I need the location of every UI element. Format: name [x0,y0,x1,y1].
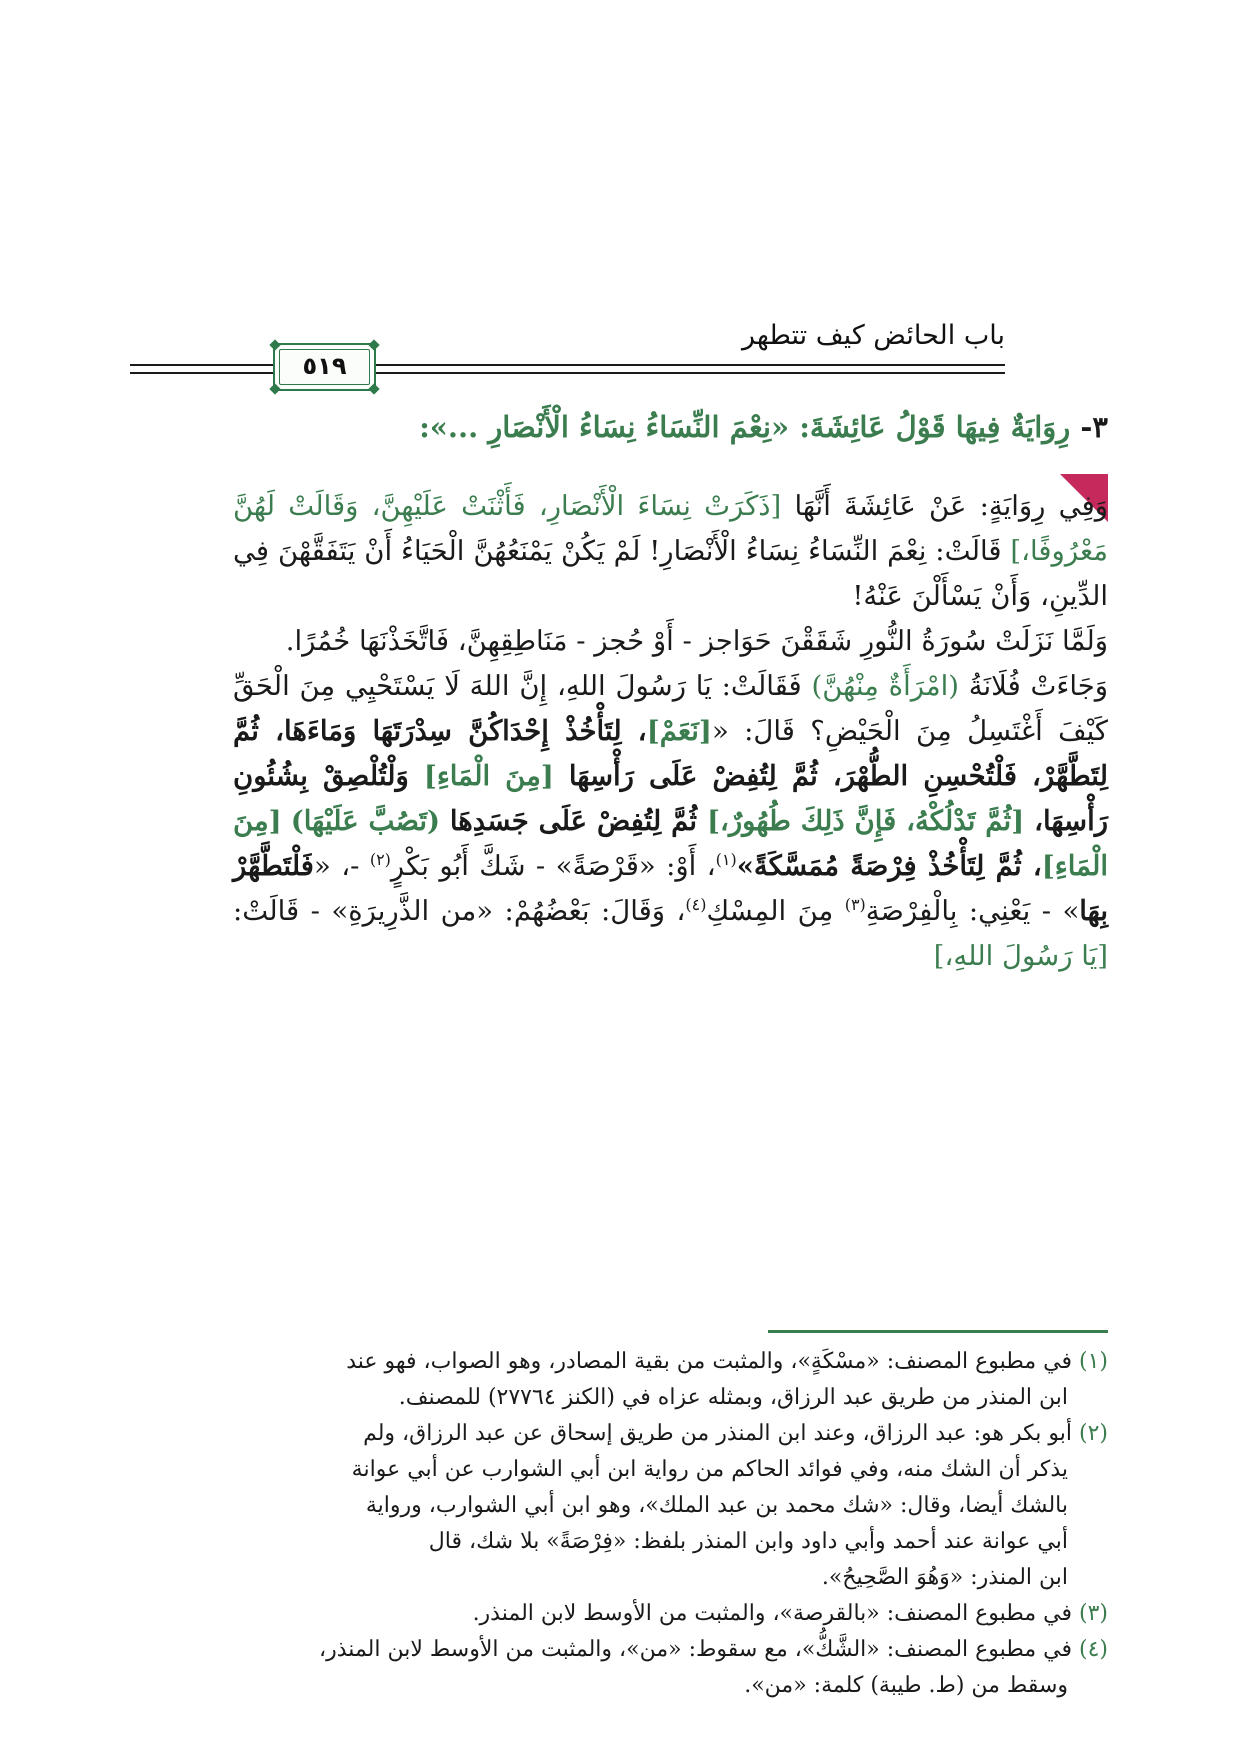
text-run: وَجَاءَتْ فُلَانَةُ [958,670,1108,702]
ornament-icon [269,383,280,394]
text-run-addition: [مِنَ الْمَاءِ] [233,805,1108,882]
text-run: -، « [313,850,370,882]
hadith-text: ثُمَّ لِتُفِضْ عَلَى جَسَدِهَا [440,805,707,837]
footnote-line: أبو بكر هو: عبد الرزاق، وعند ابن المنذر من طريق إسحاق عن عبد الرزاق، ولم [363,1421,1072,1446]
footnotes [233,1344,1108,1704]
footnote-line: ابن المنذر من طريق عبد الرزاق، وبمثله عزاه في (الكنز ٢٧٧٦٤) للمصنف. [398,1385,1068,1410]
text-run: مِنَ المِسْكِ [706,895,845,927]
paragraph [233,484,1108,619]
header-rule [130,364,273,366]
page-number: ٥١٩ [302,352,347,380]
text-run-addition: (تَصُبَّ عَلَيْهَا) [290,805,441,837]
text-run-addition: [ذَكَرَتْ نِسَاءَ الْأَنْصَارِ، فَأَثْنَتْ عَلَيْهِنَّ، وَقَالَتْ لَهُنَّ مَعْرُوفًا،] [233,490,1108,567]
footnote-ref[interactable]: (١) [715,849,737,869]
section-number: ٣- [1080,410,1108,444]
section-title: رِوَايَةٌ فِيهَا قَوْلُ عَائِشَةَ: «نِعْمَ النِّسَاءُ نِسَاءُ الْأَنْصَارِ ...»: [419,410,1071,444]
header-rule [376,364,1005,366]
hadith-text: وَلْتُلْصِقْ بِشُئُونِ رَأْسِهَا، [233,760,1109,837]
hadith-text: ، لِتَأْخُذْ إِحْدَاكُنَّ سِدْرَتَهَا وَمَاءَهَا، ثُمَّ لِتَطَّهَّرْ، فَلْتُحْسِنِ الطُّهْرَ، ثُمَّ لِتُفِضْ عَلَى رَأْسِهَا [233,715,1108,792]
text-run-addition: [ثُمَّ تَدْلُكْهُ، فَإِنَّ ذَلِكَ طُهُورٌ،] [706,805,1025,837]
text-run-addition: [نَعَمْ] [646,715,712,747]
footnote-line: في مطبوع المصنف: «مسْكَةٍ»، والمثبت من بقية المصادر، وهو الصواب، فهو عند [346,1349,1072,1374]
footnote-line: يذكر أن الشك منه، وفي فوائد الحاكم من رواية ابن أبي الشوارب عن أبي عوانة [351,1457,1068,1482]
footnote-line: في مطبوع المصنف: «الشَّكُّ»، مع سقوط: «من»، والمثبت من الأوسط لابن المنذر، [319,1637,1072,1662]
text-run: قَالَتْ: نِعْمَ النِّسَاءُ نِسَاءُ الْأَنْصَارِ! لَمْ يَكُنْ يَمْنَعُهُنَّ الْحَيَاءُ أَنْ يَتَفَقَّهْنَ فِي الدِّينِ، وَأَنْ يَسْأَلْنَ عَنْهُ! [233,535,1108,612]
footnote [233,1416,1108,1452]
footnote-ref[interactable]: (٢) [369,849,391,869]
footnote-number: (٣) [1078,1601,1108,1626]
footnote-line: بالشك أيضا، وقال: «شك محمد بن عبد الملك»، وهو ابن أبي الشوارب، ورواية [365,1493,1068,1518]
header-rule [376,372,1005,374]
text-run: وَفِي رِوَايَةٍ: عَنْ عَائِشَةَ أَنَّهَا [781,490,1109,522]
text-run [282,805,291,837]
footnote [233,1596,1108,1632]
page-number-frame [273,343,376,391]
footnote-line: في مطبوع المصنف: «بالقرصة»، والمثبت من الأوسط لابن المنذر. [472,1601,1072,1626]
text-run: » - يَعْنِي: بِالْفِرْصَةِ [865,895,1080,927]
footnote [233,1632,1108,1668]
text-run-addition: (امْرَأَةٌ مِنْهُنَّ) [811,670,959,702]
ornament-icon [269,339,280,350]
footnote-separator [768,1330,1108,1333]
footnote-line: وسقط من (ط. طيبة) كلمة: «من». [744,1673,1068,1698]
paragraph: وَلَمَّا نَزَلَتْ سُورَةُ النُّورِ شَقَقْنَ حَوَاجز - أَوْ حُجز - مَنَاطِقِهِنَّ، فَاتَّخَذْنَهَا خُمُرًا. [285,625,1108,657]
text-run-addition: [يَا رَسُولَ اللهِ،] [933,940,1108,972]
footnote-ref[interactable]: (٣) [844,894,866,914]
text-run-addition: [مِنَ الْمَاءِ] [423,760,554,792]
footnote-line: ابن المنذر: «وَهُوَ الصَّحِيحُ». [821,1565,1068,1590]
footnote-number: (٢) [1078,1421,1108,1446]
footnote [233,1344,1108,1380]
main-text [233,484,1108,979]
section-heading [228,410,1108,444]
hadith-text: ، ثُمَّ لِتَأْخُذْ فِرْصَةً مُمَسَّكَةً» [736,850,1042,882]
footnote-line: أبي عوانة عند أحمد وأبي داود وابن المنذر بلفظ: «فِرْصَةً» بلا شك، قال [428,1529,1068,1554]
ornament-icon [368,339,379,350]
hadith-text: فَلْتَطَّهَّرْ بِهَا [233,850,1108,927]
page-header [130,320,1005,390]
text-run: ، وَقَالَ: بَعْضُهُمْ: «من الذَّرِيرَةِ» - قَالَتْ: [233,895,686,927]
footnote-ref[interactable]: (٤) [685,894,707,914]
text-run: ، أَوْ: «قَرْصَةً» - شَكَّ أَبُو بَكْرٍ [390,850,716,882]
paragraph [233,664,1108,979]
header-rule [130,372,273,374]
running-title: باب الحائض كيف تتطهر [742,320,1005,351]
text-run: فَقَالَتْ: يَا رَسُولَ اللهِ، إِنَّ اللهَ لَا يَسْتَحْيِي مِنَ الْحَقِّ كَيْفَ أَغْتَسِلُ مِنَ الْحَيْضِ؟ قَالَ: « [233,670,1108,747]
footnote-number: (٤) [1078,1637,1108,1662]
footnote-number: (١) [1078,1349,1108,1374]
ornament-icon [368,383,379,394]
